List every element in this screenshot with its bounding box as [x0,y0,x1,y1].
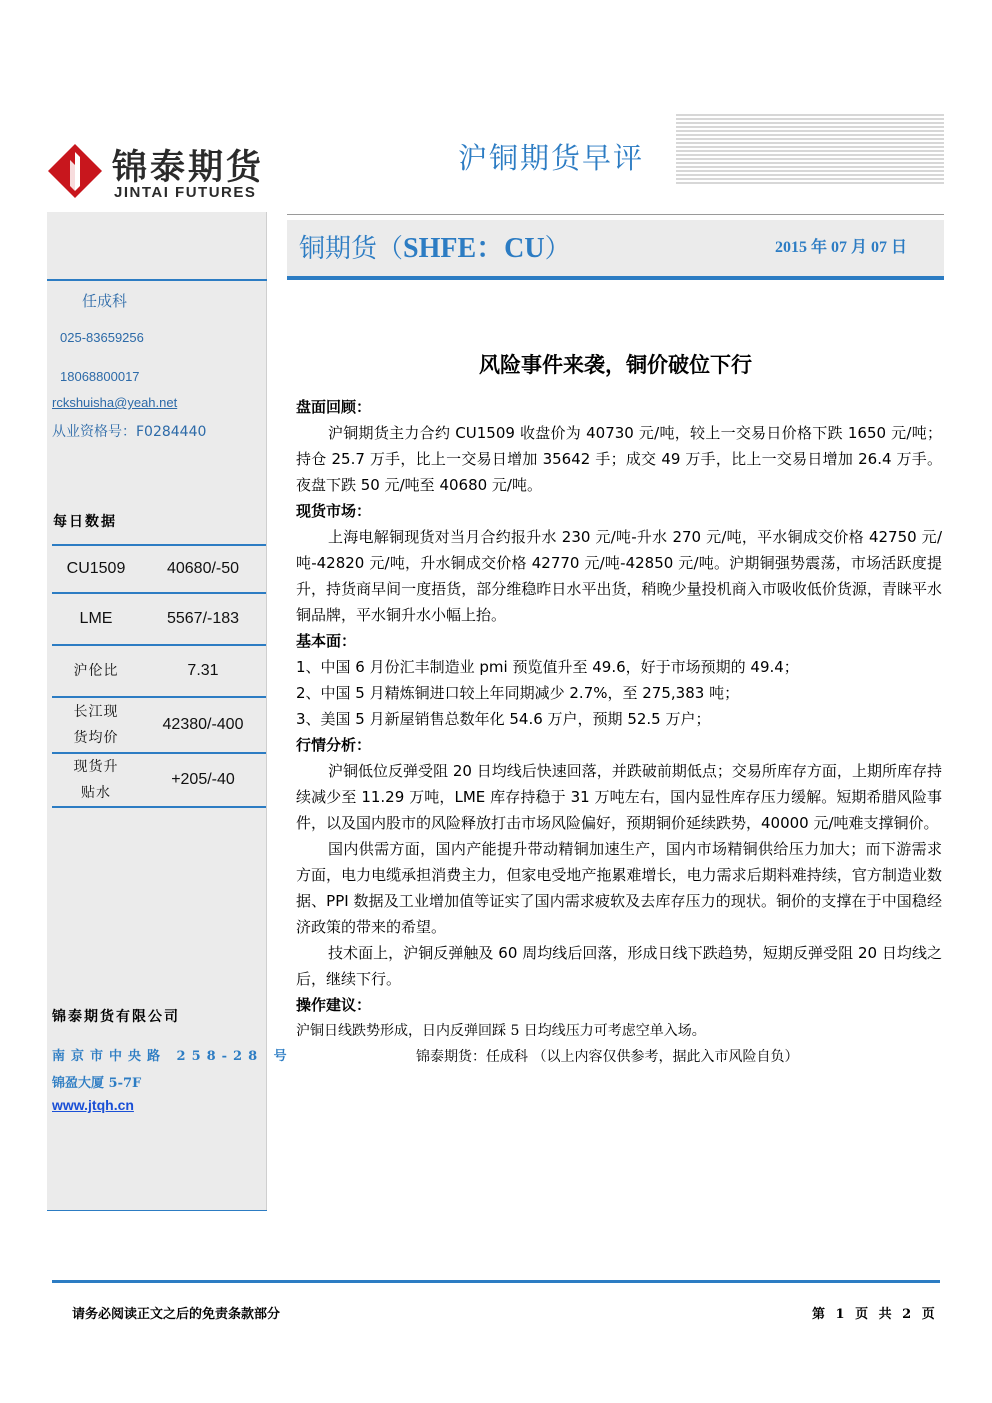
table-row [52,645,266,697]
row-label-line: 贴水 [81,785,111,801]
daily-data-title: 每日数据 [53,514,117,530]
header-hatch-decoration [676,114,944,186]
section-heading-spot: 现货市场： [296,502,372,520]
section-heading-fundamentals: 基本面： [296,632,357,650]
subtitle-prefix: 铜期货（ [299,234,404,264]
analysis-paragraph: 国内供需方面，国内产能提升带动精铜加速生产，国内市场精铜供给压力加大；而下游需求方面，电力电缆承担消费主力，但家电受地产拖累难增长，电力需求后期料难持续，官方制造业数据、PPI 数据及工业增加值等证实了国内需求疲软及去库存压力的现状。铜价的支撑在于中国稳经济政策的带来的希望。 [296,840,942,936]
spot-paragraph: 上海电解铜现货对当月合约报升水 230 元/吨-升水 270 元/吨，平水铜成交价格 42750 元/吨-42820 元/吨，升水铜成交价格 42770 元/吨-42850 元/吨。沪期铜强势震荡，市场活跃度提升，持货商早间一度捂货，部分维稳昨日水平出货，稍晚少量投机商入市吸收低价货源，青睐平水铜品牌，平水铜升水小幅上抬。 [296,528,942,624]
row-label: LME [52,593,140,645]
company-address-line-1: 南京市中央路 258-28 号 [52,1049,293,1064]
subtitle [299,226,571,266]
row-label-line: 长江现 [73,704,119,720]
sidebar-bottom-divider [47,1210,267,1211]
daily-data-table [52,544,266,808]
report-title: 沪铜期货早评 [458,141,645,175]
row-value: 7.31 [140,645,266,697]
logo-name-en: JINTAI FUTURES [114,184,257,201]
section-heading-advice: 操作建议： [296,996,372,1014]
company-name: 锦泰期货有限公司 [52,1009,180,1025]
row-label [52,697,140,753]
analyst-phone-2: 18068800017 [60,369,140,384]
report-body [296,394,942,1070]
subtitle-suffix: ） [544,234,571,264]
row-value: 5567/-183 [140,593,266,645]
row-value: 42380/-400 [140,697,266,753]
section-heading-analysis: 行情分析： [296,736,372,754]
table-row [52,697,266,753]
header-divider [287,214,944,215]
row-label-line: 现货升 [73,759,119,775]
fundamentals-item: 2、中国 5 月精炼铜进口较上年同期减少 2.7%，至 275,383 吨； [296,684,740,702]
footer-page-info: 第 1 页 共 2 页 [812,1307,938,1322]
row-value: +205/-40 [140,753,266,807]
analyst-email-link[interactable]: rckshuisha@yeah.net [52,395,178,410]
subtitle-code: SHFE：CU [403,233,545,264]
analyst-phone-1: 025-83659256 [60,330,144,345]
headline: 风险事件来袭，铜价破位下行 [479,353,752,377]
report-date: 2015 年 07 月 07 日 [775,239,908,256]
sidebar-top-divider [47,279,267,281]
row-label: CU1509 [52,545,140,593]
row-label-line: 货均价 [73,730,119,746]
section-heading-review: 盘面回顾： [296,398,372,416]
fundamentals-item: 1、中国 6 月份汇丰制造业 pmi 预览值升至 49.6，好于市场预期的 49.4； [296,658,799,676]
table-row [52,545,266,593]
advice-paragraph: 沪铜日线跌势形成，日内反弹回踩 5 日均线压力可考虑空单入场。 [296,1023,706,1039]
logo-icon [46,142,104,200]
fundamentals-item: 3、美国 5 月新屋销售总数年化 54.6 万户，预期 52.5 万户； [296,710,711,728]
review-paragraph: 沪铜期货主力合约 CU1509 收盘价为 40730 元/吨，较上一交易日价格下跌 1650 元/吨；持仓 25.7 万手，比上一交易日增加 35642 手；成交 49 万手，比上一交易日增加 26.4 万手。夜盘下跌 50 元/吨至 40680 元/吨。 [296,424,942,494]
signature: 锦泰期货：任成科 （以上内容仅供参考，据此入市风险自负） [416,1049,799,1065]
company-website-link[interactable]: www.jtqh.cn [52,1097,134,1113]
row-label: 沪伦比 [52,645,140,697]
logo-name-cn: 锦泰期货 [112,147,265,188]
analysis-paragraph: 沪铜低位反弹受阻 20 日均线后快速回落，并跌破前期低点；交易所库存方面，上期所库存持续减少至 11.29 万吨，LME 库存持稳于 31 万吨左右，国内显性库存压力缓解。短期希腊风险事件，以及国内股市的风险释放打击市场风险偏好，预期铜价延续跌势，40000 元/吨难支撑铜价。 [296,762,942,832]
analysis-paragraph: 技术面上，沪铜反弹触及 60 周均线后回落，形成日线下跌趋势，短期反弹受阻 20 日均线之后，继续下行。 [296,944,942,988]
table-row [52,593,266,645]
footer-disclaimer: 请务必阅读正文之后的免责条款部分 [72,1307,281,1322]
footer-divider [52,1280,940,1283]
table-row [52,753,266,807]
analyst-name: 任成科 [82,292,128,310]
row-value: 40680/-50 [140,545,266,593]
company-address-line-2: 锦盈大厦 5-7F [52,1076,142,1091]
analyst-license: 从业资格号：F0284440 [52,424,207,440]
row-label [52,753,140,807]
